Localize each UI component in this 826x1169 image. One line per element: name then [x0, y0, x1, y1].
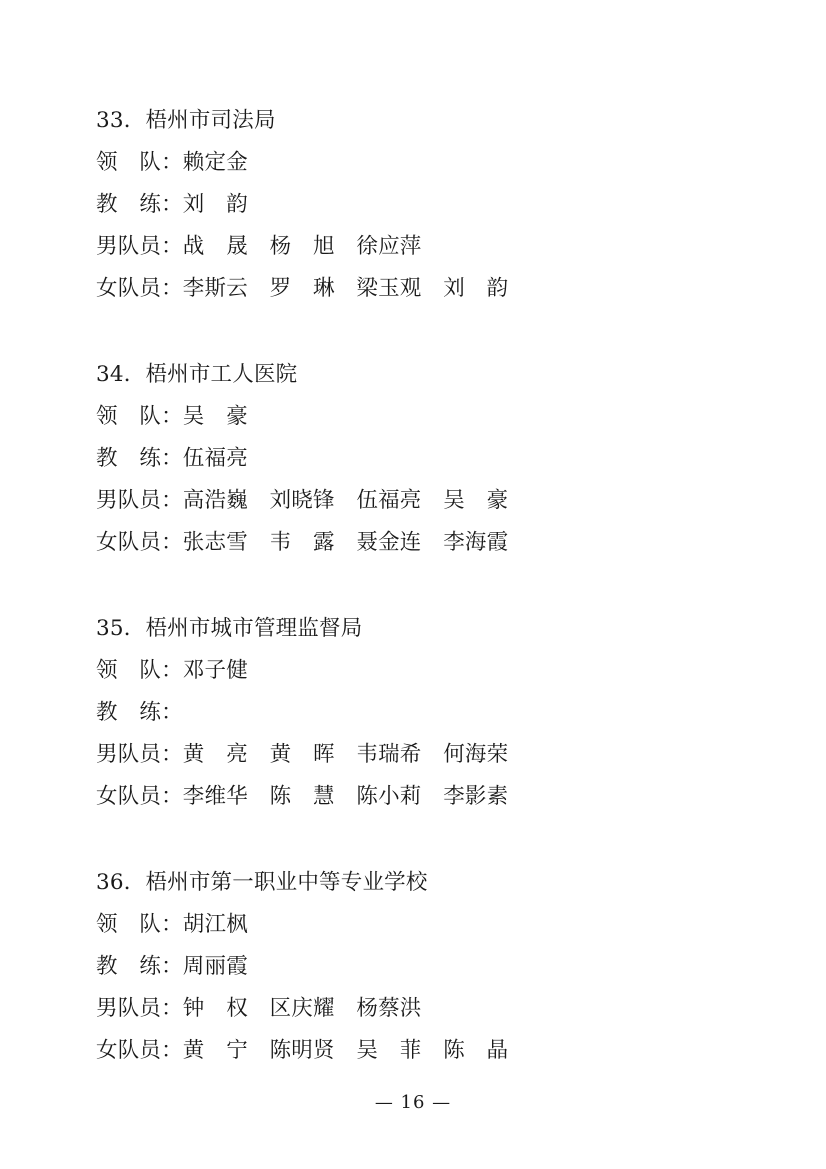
team-entry	[96, 354, 730, 564]
team-male-players-line: 男队员：黄 亮 黄 晖 韦瑞希 何海荣	[96, 742, 509, 767]
team-leader-line: 领 队：吴 豪	[96, 404, 248, 429]
team-female-players-line: 女队员：李斯云 罗 琳 梁玉观 刘 韵	[96, 276, 509, 301]
team-coach-line: 教 练：	[96, 700, 183, 725]
team-coach-line: 教 练：伍福亮	[96, 446, 248, 471]
team-coach-line: 教 练：周丽霞	[96, 954, 248, 979]
team-male-players-line: 男队员：钟 权 区庆耀 杨蔡洪	[96, 996, 422, 1021]
team-heading: 33．梧州市司法局	[96, 108, 276, 133]
team-heading: 36．梧州市第一职业中等专业学校	[96, 870, 428, 895]
team-coach-line: 教 练：刘 韵	[96, 192, 248, 217]
team-female-players-line: 女队员：张志雪 韦 露 聂金连 李海霞	[96, 530, 509, 555]
team-male-players-line: 男队员：高浩巍 刘晓锋 伍福亮 吴 豪	[96, 488, 509, 513]
team-female-players-line: 女队员：李维华 陈 慧 陈小莉 李影素	[96, 784, 509, 809]
team-male-players-line: 男队员：战 晟 杨 旭 徐应萍	[96, 234, 422, 259]
team-heading: 34．梧州市工人医院	[96, 362, 298, 387]
team-entry	[96, 100, 730, 310]
team-leader-line: 领 队：胡江枫	[96, 912, 248, 937]
team-female-players-line: 女队员：黄 宁 陈明贤 吴 菲 陈 晶	[96, 1038, 509, 1063]
page-number: — 16 —	[374, 1092, 452, 1113]
document-body	[96, 100, 730, 1072]
team-leader-line: 领 队：赖定金	[96, 150, 248, 175]
team-leader-line: 领 队：邓子健	[96, 658, 248, 683]
team-entry	[96, 862, 730, 1072]
team-heading: 35．梧州市城市管理监督局	[96, 616, 363, 641]
team-entry	[96, 608, 730, 818]
